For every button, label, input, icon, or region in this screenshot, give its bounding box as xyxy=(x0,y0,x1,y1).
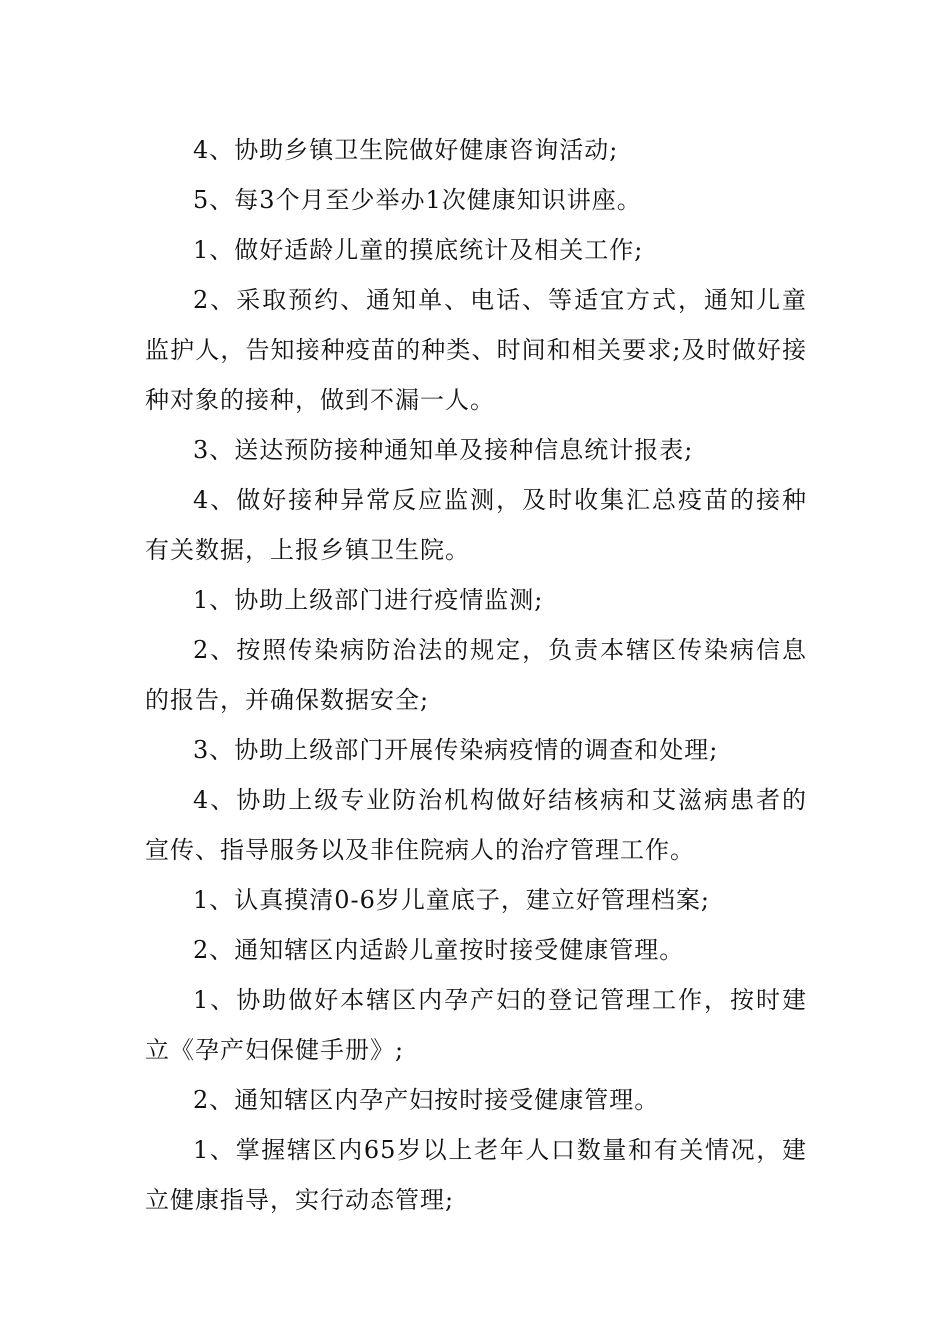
paragraph: 4、协助上级专业防治机构做好结核病和艾滋病患者的宣传、指导服务以及非住院病人的治疗管理工作。 xyxy=(145,786,807,864)
paragraph: 2、通知辖区内孕产妇按时接受健康管理。 xyxy=(193,1086,660,1114)
document-page xyxy=(145,125,807,1225)
paragraph: 1、掌握辖区内65岁以上老年人口数量和有关情况，建立健康指导，实行动态管理; xyxy=(145,1136,807,1214)
paragraph: 3、送达预防接种通知单及接种信息统计报表; xyxy=(193,436,694,464)
paragraph: 1、做好适龄儿童的摸底统计及相关工作; xyxy=(193,236,644,264)
paragraph: 5、每3个月至少举办1次健康知识讲座。 xyxy=(193,186,642,214)
paragraph: 4、协助乡镇卫生院做好健康咨询活动; xyxy=(193,136,619,164)
paragraph: 2、通知辖区内适龄儿童按时接受健康管理。 xyxy=(193,936,685,964)
paragraph: 1、协助做好本辖区内孕产妇的登记管理工作，按时建立《孕产妇保健手册》; xyxy=(145,986,807,1064)
paragraph: 2、采取预约、通知单、电话、等适宜方式，通知儿童监护人，告知接种疫苗的种类、时间和相关要求;及时做好接种对象的接种，做到不漏一人。 xyxy=(145,286,807,414)
paragraph: 3、协助上级部门开展传染病疫情的调查和处理; xyxy=(193,736,719,764)
paragraph: 1、协助上级部门进行疫情监测; xyxy=(193,586,544,614)
paragraph: 1、认真摸清0-6岁儿童底子，建立好管理档案; xyxy=(193,886,711,914)
paragraph: 2、按照传染病防治法的规定，负责本辖区传染病信息的报告，并确保数据安全; xyxy=(145,636,807,714)
paragraph: 4、做好接种异常反应监测，及时收集汇总疫苗的接种有关数据，上报乡镇卫生院。 xyxy=(145,486,807,564)
